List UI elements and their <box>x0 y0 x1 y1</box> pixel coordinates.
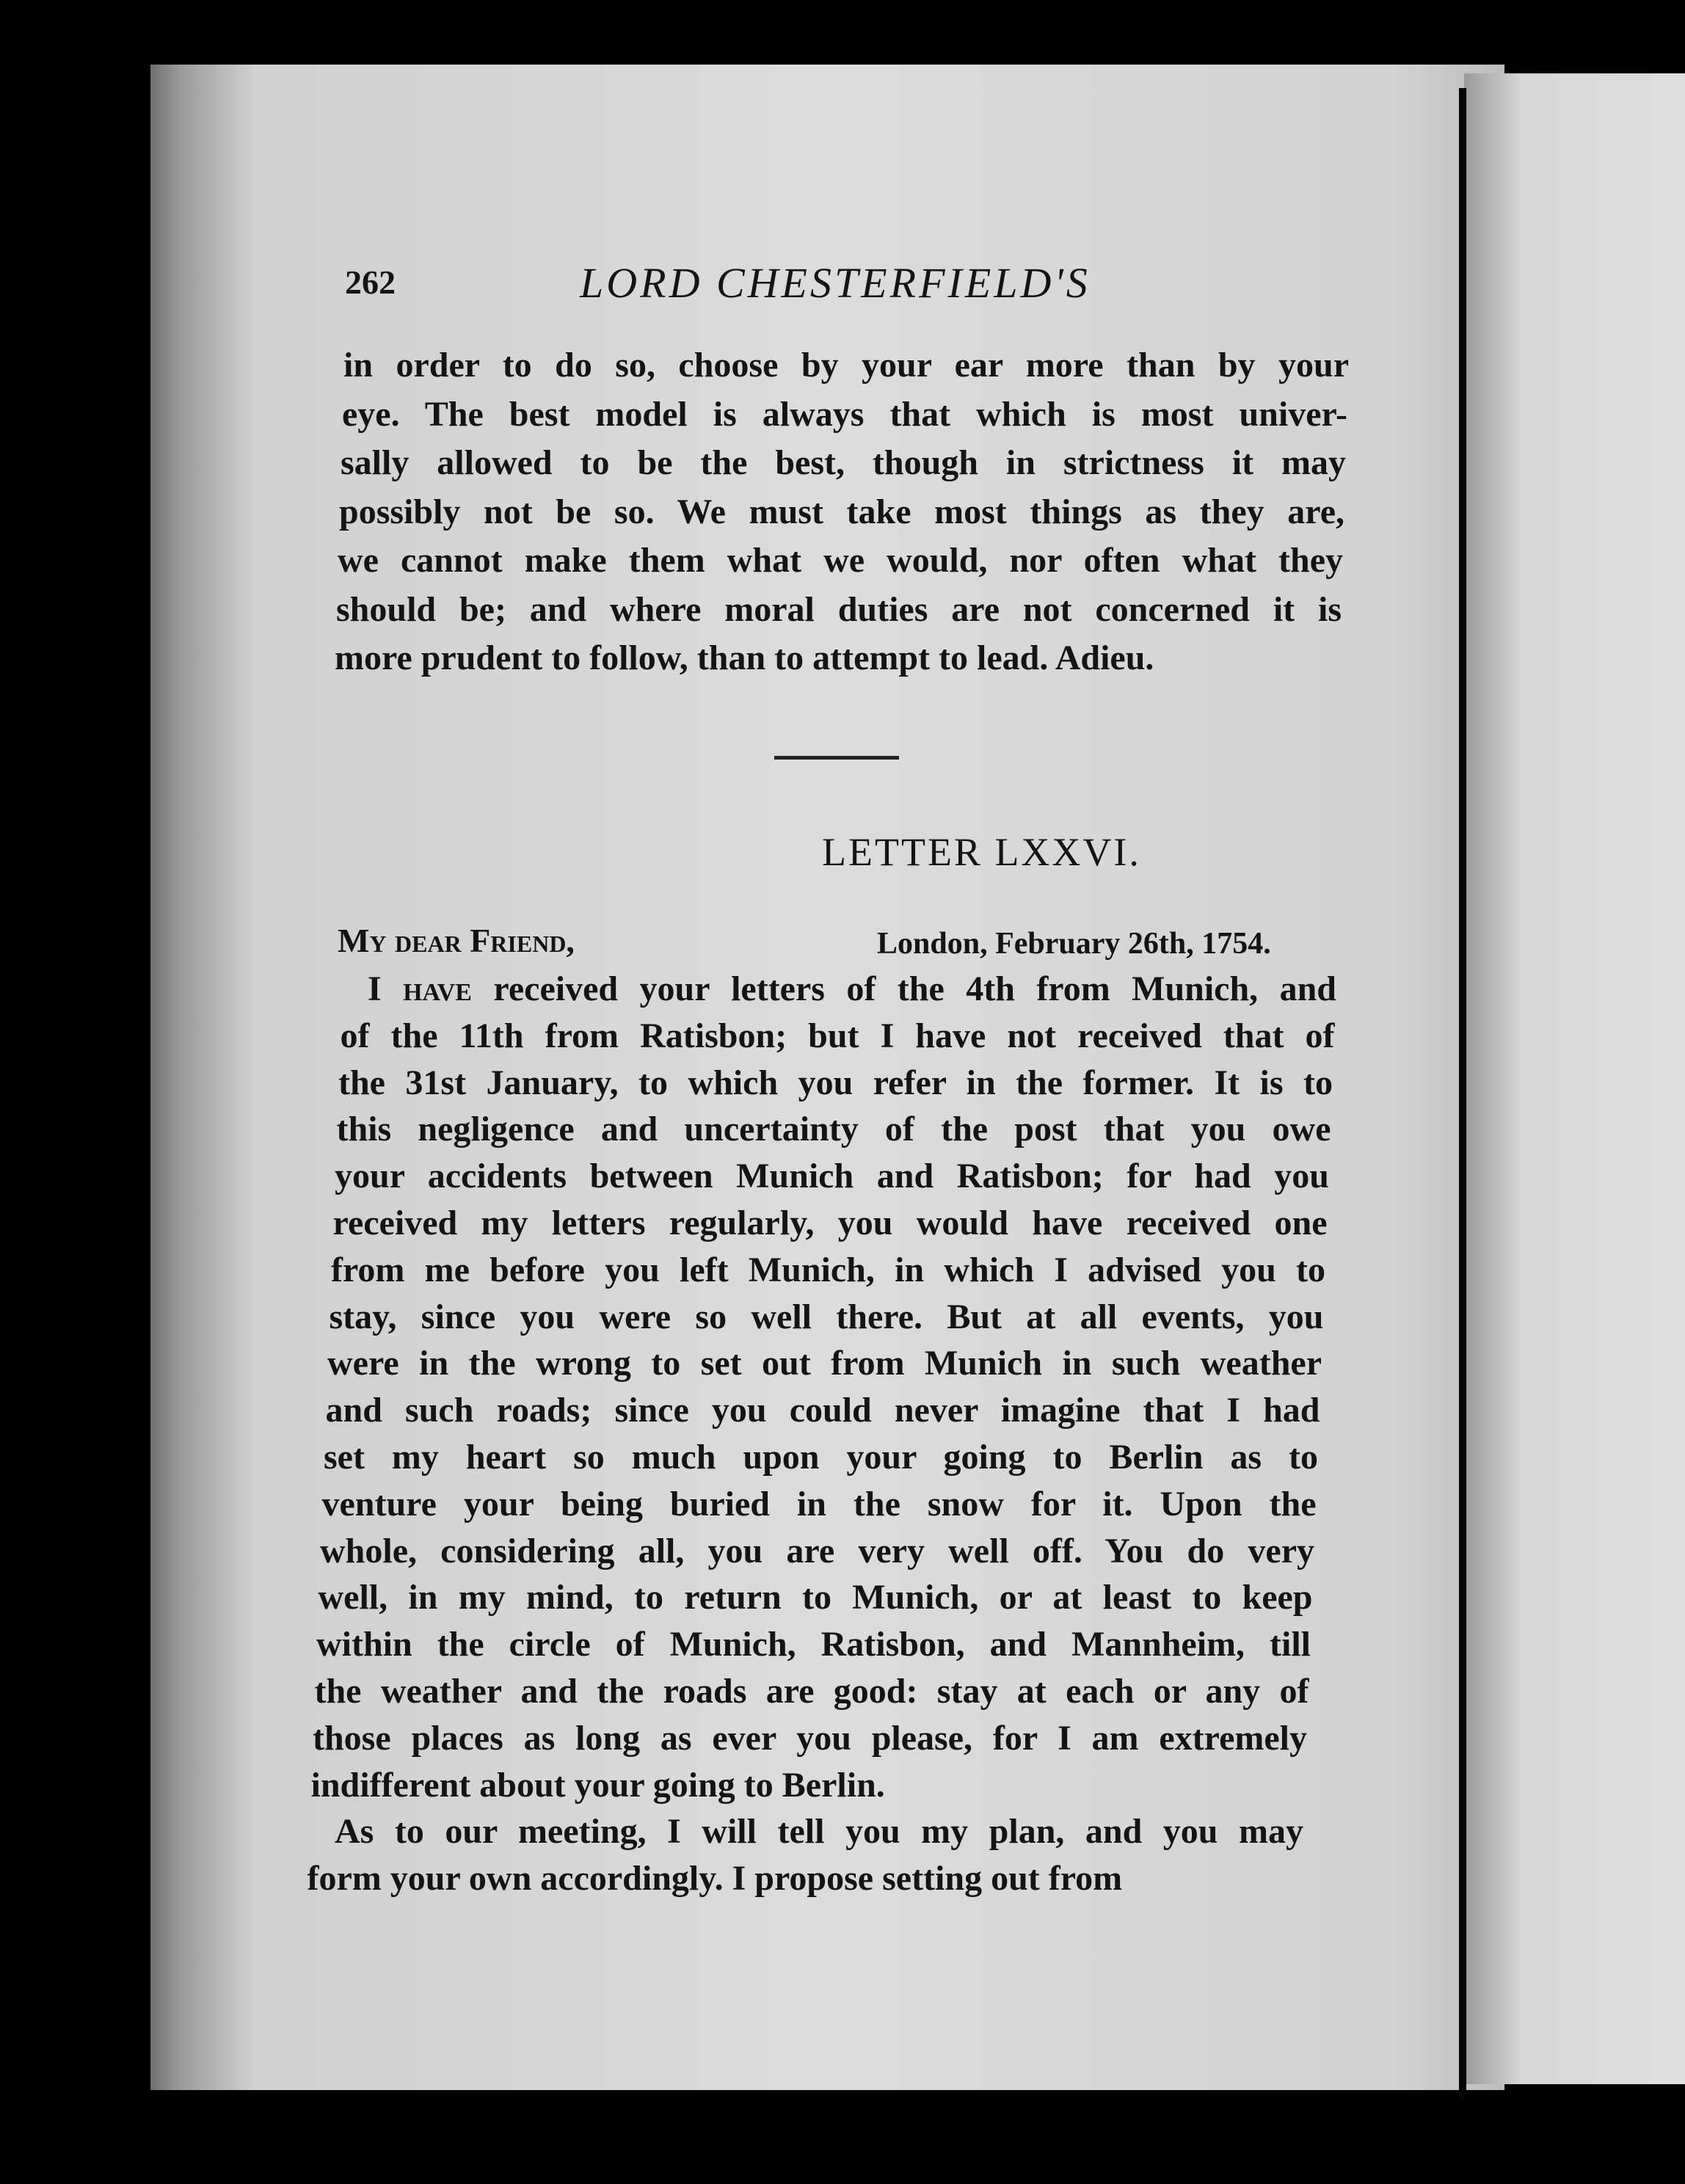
running-title: LORD CHESTERFIELD'S <box>580 259 1091 307</box>
text-line: of the 11th from Ratisbon; but I have not received that of <box>340 1016 1335 1055</box>
text-line: should be; and where moral duties are not concerned it is <box>336 589 1342 629</box>
text-line: eye. The best model is always that which is most univer- <box>342 394 1347 434</box>
text-line: set my heart so much upon your going to Berlin as to <box>324 1438 1318 1477</box>
text-line: those places as long as ever you please, for I am extremely <box>313 1718 1307 1758</box>
letter-title: LETTER LXXVI. <box>822 830 1141 874</box>
text-line: in order to do so, choose by your ear more than by your <box>343 346 1349 385</box>
text-line: were in the wrong to set out from Munich in such weather <box>327 1344 1322 1383</box>
text-line: venture your being buried in the snow for it. Upon the <box>321 1484 1317 1524</box>
text-line: the 31st January, to which you refer in the former. It is to <box>338 1063 1333 1102</box>
text-line: we cannot make them what we would, nor often what they <box>338 541 1343 580</box>
text-line: whole, considering all, you are very well off. You do very <box>320 1531 1314 1570</box>
running-head <box>345 258 1372 317</box>
text-line: I have received your letters of the 4th from Munich, and <box>368 969 1337 1008</box>
text-line: As to our meeting, I will tell you my plan, and you may <box>335 1812 1303 1852</box>
text-line: from me before you left Munich, in which I advised you to <box>331 1250 1325 1289</box>
text-line: received my letters regularly, you would have received one <box>332 1204 1328 1242</box>
text-line: more prudent to follow, than to attempt to lead. Adieu. <box>335 638 1154 677</box>
text-line: and such roads; since you could never imagine that I had <box>325 1391 1320 1430</box>
dateline: London, February 26th, 1754. <box>877 927 1271 961</box>
book-gutter <box>1459 88 1466 2099</box>
page-number: 262 <box>345 263 396 301</box>
text-line: form your own accordingly. I propose setting out from <box>307 1859 1123 1899</box>
text-line: this negligence and uncertainty of the post that you owe <box>336 1110 1331 1149</box>
text-line: possibly not be so. We must take most things as they are, <box>339 492 1344 531</box>
text-line: indifferent about your going to Berlin. <box>310 1765 885 1805</box>
text-line: the weather and the roads are good: stay at each or any of <box>314 1672 1309 1711</box>
text-line: within the circle of Munich, Ratisbon, and Mannheim, till <box>316 1625 1311 1664</box>
section-rule <box>774 756 899 760</box>
text-line: stay, since you were so well there. But at all events, you <box>329 1297 1324 1336</box>
opening-words: I have <box>368 969 472 1008</box>
salutation: My dear Friend, <box>338 922 575 959</box>
text-line: well, in my mind, to return to Munich, or at least to keep <box>318 1578 1313 1617</box>
right-page <box>1464 73 1685 2084</box>
text-line: sally allowed to be the best, though in strictness it may <box>341 443 1346 482</box>
text-line: your accidents between Munich and Ratisbon; for had you <box>335 1157 1329 1196</box>
